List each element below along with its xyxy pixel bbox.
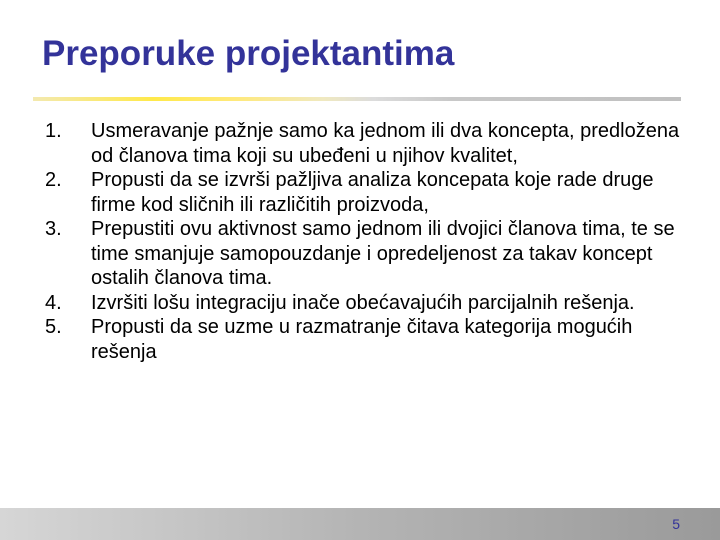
list-item-number: 4.: [45, 291, 62, 314]
list-item-number: 5.: [45, 316, 62, 338]
recommendation-list: [45, 119, 685, 364]
footer-bar: [0, 508, 720, 540]
title-underline: [33, 97, 681, 101]
list-item: [45, 168, 685, 217]
list-item-number: 2.: [45, 169, 62, 191]
slide-title: Preporuke projektantima: [42, 34, 455, 73]
page-number: 5: [672, 516, 680, 532]
list-item-text: Prepustiti ovu aktivnost samo jednom ili dvojici članova tima, te se time smanjuje samopouzdanje i opredeljenost za takav koncept ostalih članova tima.: [91, 218, 675, 289]
list-item-text: Propusti da se izvrši pažljiva analiza koncepata koje rade druge firme kod sličnih ili različitih proizvoda,: [91, 169, 654, 216]
list-item-number: 3.: [45, 218, 62, 240]
list-item-text: Propusti da se uzme u razmatranje čitava kategorija mogućih rešenja: [91, 316, 633, 363]
list-item: [45, 291, 685, 316]
list-item: [45, 315, 685, 364]
list-item-text: Usmeravanje pažnje samo ka jednom ili dva koncepta, predložena od članova tima koji su ubeđeni u njihov kvalitet,: [91, 120, 680, 167]
list-item: [45, 217, 685, 291]
list-item-text: Izvršiti lošu integraciju inače obećavajućih parcijalnih rešenja.: [91, 291, 635, 314]
list-item: [45, 119, 685, 168]
list-item-number: 1.: [45, 120, 62, 142]
